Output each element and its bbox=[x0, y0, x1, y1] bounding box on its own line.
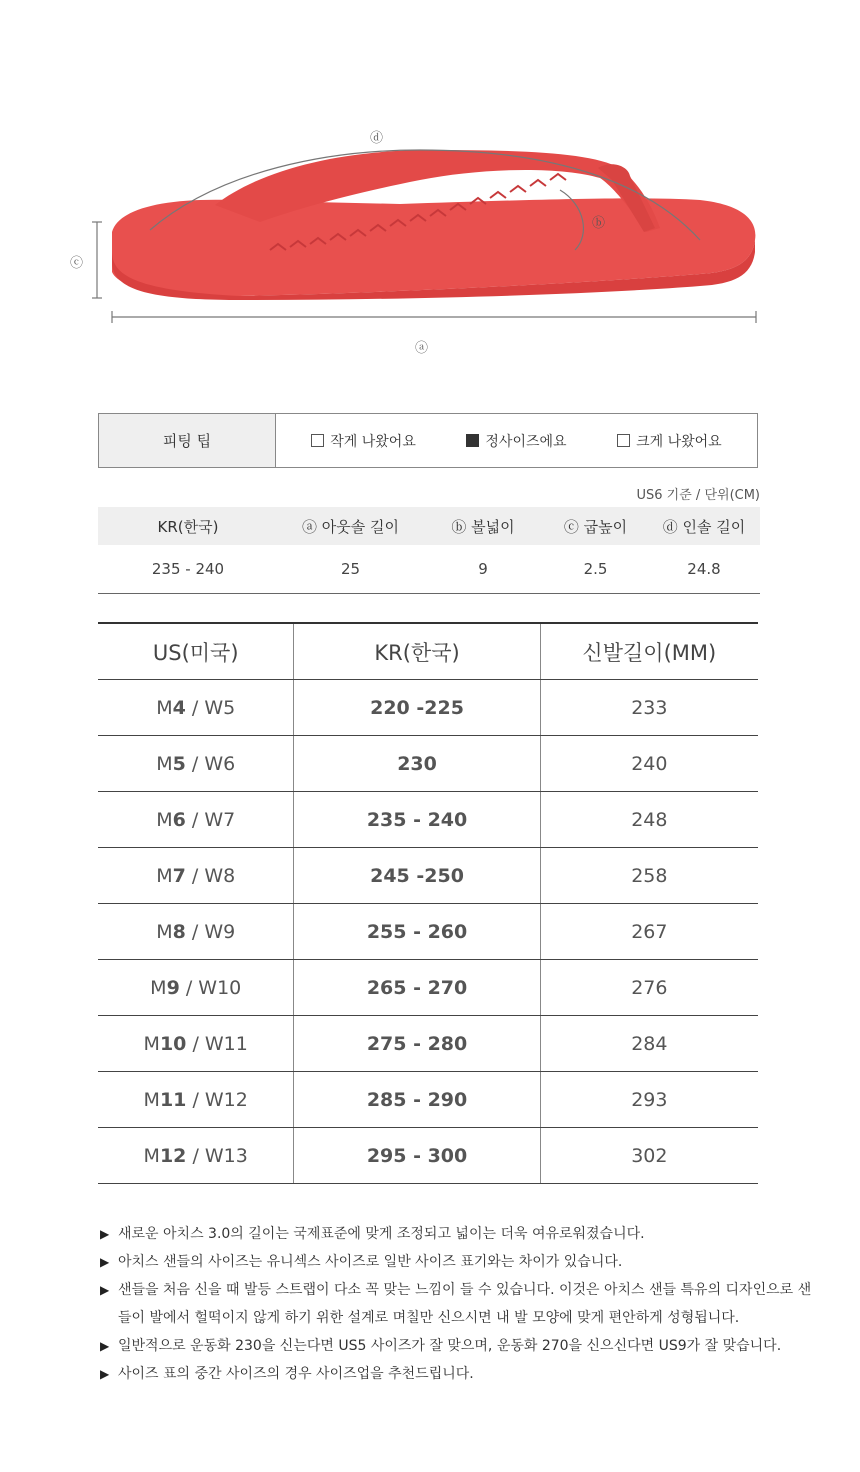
length-cell: 267 bbox=[540, 904, 758, 960]
kr-size-cell: 285 - 290 bbox=[294, 1072, 540, 1128]
fit-option-small bbox=[311, 431, 416, 451]
us-women-size: W11 bbox=[204, 1032, 248, 1055]
length-cell: 258 bbox=[540, 848, 758, 904]
label-a: ⓐ bbox=[415, 341, 429, 356]
table-row bbox=[98, 960, 758, 1016]
header-cell: ⓐ 아웃솔 길이 bbox=[302, 517, 399, 536]
us-size-cell: M6 / W7 bbox=[98, 792, 294, 848]
us-size-cell: M4 / W5 bbox=[98, 680, 294, 736]
table-row bbox=[98, 1072, 758, 1128]
fit-option-large bbox=[617, 431, 722, 451]
kr-size-cell: 275 - 280 bbox=[294, 1016, 540, 1072]
table-row bbox=[98, 1016, 758, 1072]
us-men-size: 11 bbox=[159, 1088, 187, 1111]
note-item: ▶ 사이즈 표의 중간 사이즈의 경우 사이즈업을 추천드립니다. bbox=[100, 1360, 820, 1388]
us-men-size: 8 bbox=[172, 920, 186, 943]
header-cell: ⓓ 인솔 길이 bbox=[662, 517, 746, 536]
us-women-size: W6 bbox=[204, 752, 236, 775]
note-item: ▶ 샌들을 처음 신을 때 발등 스트랩이 다소 꼭 맞는 느낌이 들 수 있습니다. 이것은 아치스 샌들 특유의 디자인으로 샌들이 발에서 헐떡이지 않게 하기 위한 설계로 며칠만 신으시면 내 발 모양에 맞게 편안하게 성형됩니다. bbox=[100, 1276, 820, 1332]
measure-cell: 9 bbox=[478, 560, 488, 578]
us-men-size: 7 bbox=[172, 864, 186, 887]
measure-cell: 24.8 bbox=[687, 560, 721, 578]
header-cell: KR(한국) bbox=[294, 623, 540, 680]
header-cell: US(미국) bbox=[98, 623, 294, 680]
measure-cell: 235 - 240 bbox=[151, 560, 225, 578]
measurement-table bbox=[98, 507, 760, 594]
header-cell: ⓑ 볼넓이 bbox=[451, 517, 515, 536]
measure-cell: 2.5 bbox=[583, 560, 608, 578]
label-d: ⓓ bbox=[370, 131, 384, 146]
us-size-cell: M11 / W12 bbox=[98, 1072, 294, 1128]
notes-list bbox=[100, 1220, 820, 1388]
us-women-size: W5 bbox=[204, 696, 236, 719]
us-women-size: W7 bbox=[204, 808, 236, 831]
us-men-size: 6 bbox=[172, 808, 186, 831]
size-table bbox=[98, 622, 758, 1184]
kr-size-cell: 235 - 240 bbox=[294, 792, 540, 848]
note-item: ▶ 일반적으로 운동화 230을 신는다면 US5 사이즈가 잘 맞으며, 운동화 270을 신으신다면 US9가 잘 맞습니다. bbox=[100, 1332, 820, 1360]
note-item: ▶ 아치스 샌들의 사이즈는 유니섹스 사이즈로 일반 사이즈 표기와는 차이가 있습니다. bbox=[100, 1248, 820, 1276]
checkbox-icon bbox=[617, 434, 630, 447]
kr-size-cell: 230 bbox=[294, 736, 540, 792]
us-men-size: 5 bbox=[172, 752, 186, 775]
measurement-row bbox=[98, 545, 760, 594]
kr-size-cell: 255 - 260 bbox=[294, 904, 540, 960]
table-row bbox=[98, 848, 758, 904]
unit-note: US6 기준 / 단위(CM) bbox=[636, 488, 760, 503]
sandal-diagram bbox=[0, 0, 860, 380]
note-item: ▶ 새로운 아치스 3.0의 길이는 국제표준에 맞게 조정되고 넓이는 더욱 여유로워졌습니다. bbox=[100, 1220, 820, 1248]
length-cell: 276 bbox=[540, 960, 758, 1016]
length-cell: 293 bbox=[540, 1072, 758, 1128]
length-cell: 284 bbox=[540, 1016, 758, 1072]
table-row bbox=[98, 792, 758, 848]
us-size-cell: M7 / W8 bbox=[98, 848, 294, 904]
table-row bbox=[98, 904, 758, 960]
us-women-size: W13 bbox=[204, 1144, 248, 1167]
us-men-size: 12 bbox=[159, 1144, 187, 1167]
length-cell: 302 bbox=[540, 1128, 758, 1184]
us-men-size: 9 bbox=[166, 976, 180, 999]
checkbox-icon bbox=[311, 434, 324, 447]
fitting-tip-box bbox=[98, 413, 758, 468]
kr-size-cell: 220 -225 bbox=[294, 680, 540, 736]
fit-option-true-size bbox=[466, 431, 566, 451]
us-size-cell: M5 / W6 bbox=[98, 736, 294, 792]
fitting-options bbox=[276, 414, 757, 467]
us-size-cell: M12 / W13 bbox=[98, 1128, 294, 1184]
size-table-body bbox=[98, 680, 758, 1184]
kr-size-cell: 295 - 300 bbox=[294, 1128, 540, 1184]
fit-option-label: 크게 나왔어요 bbox=[636, 433, 722, 450]
measurement-header bbox=[98, 507, 760, 545]
table-row bbox=[98, 680, 758, 736]
fitting-tip-title: 피팅 팁 bbox=[99, 414, 276, 467]
header-cell: ⓒ 굽높이 bbox=[563, 517, 628, 536]
length-cell: 240 bbox=[540, 736, 758, 792]
checkbox-checked-icon bbox=[466, 434, 479, 447]
kr-size-cell: 265 - 270 bbox=[294, 960, 540, 1016]
fit-option-label: 정사이즈에요 bbox=[485, 433, 567, 450]
header-cell: KR(한국) bbox=[157, 517, 219, 536]
sandal-illustration bbox=[0, 0, 860, 380]
label-b: ⓑ bbox=[592, 216, 606, 231]
header-cell: 신발길이(MM) bbox=[540, 623, 758, 680]
fit-option-label: 작게 나왔어요 bbox=[330, 433, 416, 450]
label-c: ⓒ bbox=[70, 256, 84, 271]
table-row bbox=[98, 1128, 758, 1184]
us-size-cell: M9 / W10 bbox=[98, 960, 294, 1016]
length-cell: 248 bbox=[540, 792, 758, 848]
us-size-cell: M8 / W9 bbox=[98, 904, 294, 960]
us-size-cell: M10 / W11 bbox=[98, 1016, 294, 1072]
us-men-size: 10 bbox=[159, 1032, 187, 1055]
kr-size-cell: 245 -250 bbox=[294, 848, 540, 904]
length-cell: 233 bbox=[540, 680, 758, 736]
measure-cell: 25 bbox=[340, 560, 361, 578]
size-table-header bbox=[98, 623, 758, 680]
us-women-size: W8 bbox=[204, 864, 236, 887]
us-women-size: W10 bbox=[198, 976, 242, 999]
us-women-size: W12 bbox=[204, 1088, 248, 1111]
table-row bbox=[98, 736, 758, 792]
us-men-size: 4 bbox=[172, 696, 186, 719]
us-women-size: W9 bbox=[204, 920, 236, 943]
